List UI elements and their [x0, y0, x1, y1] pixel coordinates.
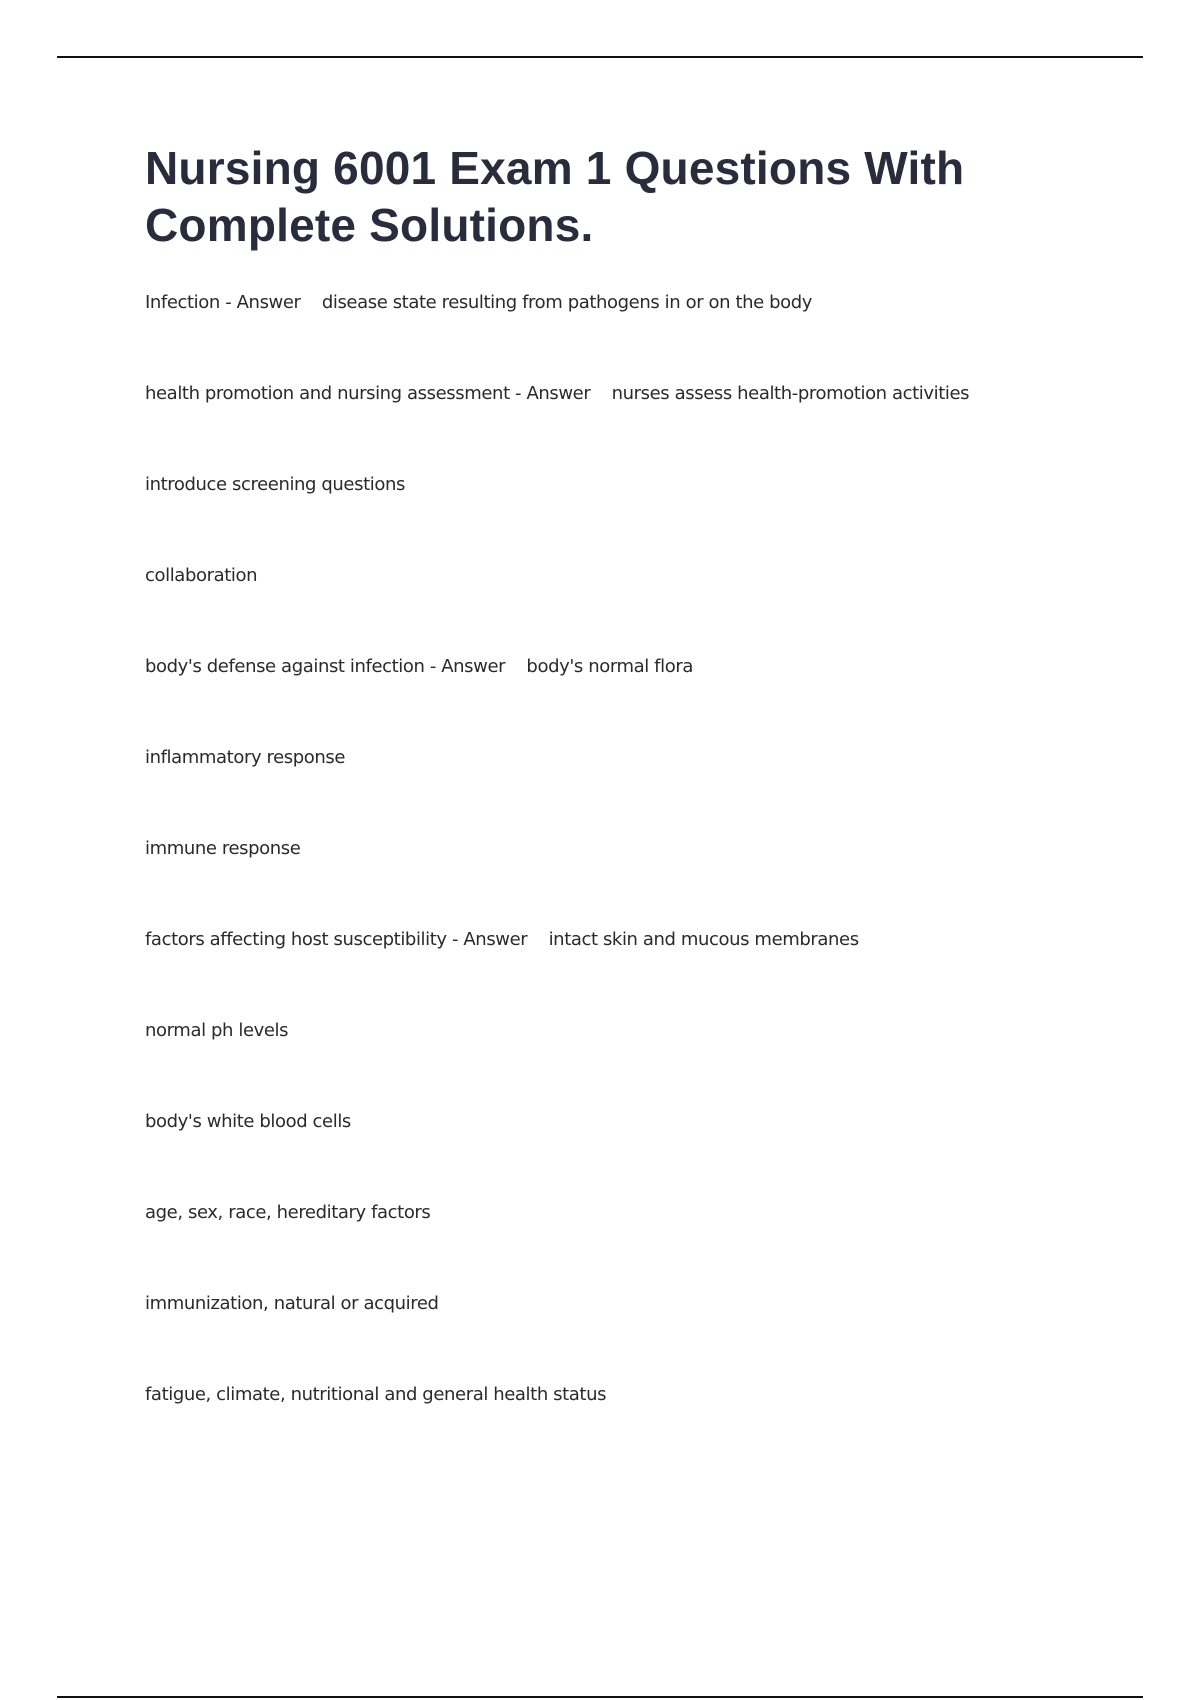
top-divider: [57, 56, 1143, 58]
qa-line-immunization: immunization, natural or acquired: [145, 1293, 439, 1314]
qa-line-inflammatory-response: inflammatory response: [145, 747, 346, 768]
qa-list: [145, 291, 1105, 1407]
document-body: [145, 140, 1105, 1474]
qa-line-white-blood-cells: body's white blood cells: [145, 1111, 351, 1132]
title-line-2: Complete Solutions.: [145, 199, 594, 251]
qa-line-ph-levels: normal ph levels: [145, 1020, 289, 1041]
qa-line-infection: Infection - Answer disease state resulting from pathogens in or on the body: [145, 292, 813, 313]
bottom-divider: [57, 1696, 1143, 1698]
qa-line-health-status: fatigue, climate, nutritional and general health status: [145, 1384, 607, 1405]
title-line-1: Nursing 6001 Exam 1 Questions With: [145, 142, 965, 194]
qa-line-host-susceptibility: factors affecting host susceptibility - Answer intact skin and mucous membranes: [145, 929, 859, 950]
qa-line-screening-questions: introduce screening questions: [145, 474, 405, 495]
qa-line-collaboration: collaboration: [145, 565, 258, 586]
qa-line-immune-response: immune response: [145, 838, 301, 859]
qa-line-health-promotion: health promotion and nursing assessment - Answer nurses assess health-promotion activities: [145, 383, 970, 404]
qa-line-body-defense: body's defense against infection - Answer body's normal flora: [145, 656, 693, 677]
qa-line-hereditary-factors: age, sex, race, hereditary factors: [145, 1202, 431, 1223]
document-title: [145, 140, 1105, 254]
